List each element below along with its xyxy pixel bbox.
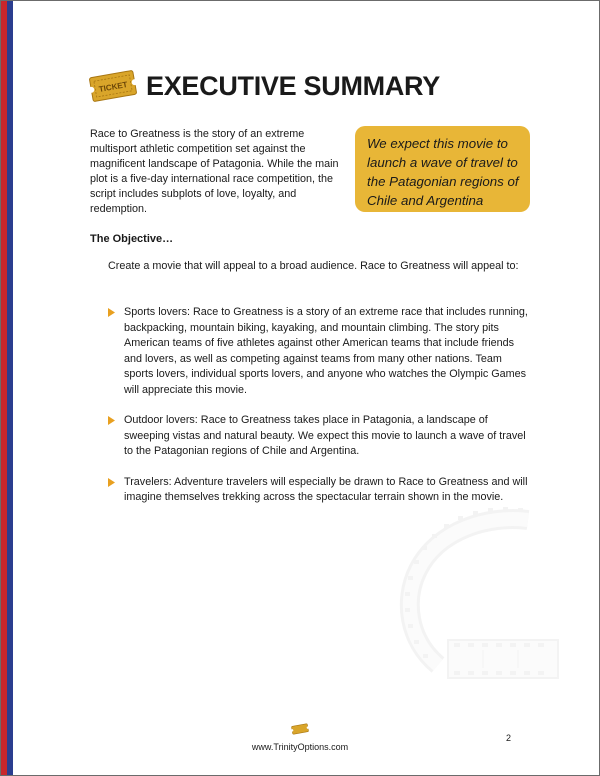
page-header: [88, 66, 440, 106]
page-title: EXECUTIVE SUMMARY: [146, 70, 440, 101]
ticket-icon: [88, 66, 138, 106]
bullet-text: Travelers: Adventure travelers will especially be drawn to Race to Greatness and will imagine themselves trekking across the spectacular terrain shown in the movie.: [124, 475, 528, 503]
left-blue-stripe: [7, 0, 13, 776]
bullet-arrow-icon: [108, 416, 115, 425]
ticket-icon-text: TICKET: [98, 80, 129, 94]
callout-box: [355, 126, 530, 212]
objective-heading: The Objective…: [90, 233, 174, 245]
objective-body: Create a movie that will appeal to a broad audience. Race to Greatness will appeal to:: [108, 260, 519, 272]
page-number: 2: [506, 733, 512, 743]
bullet-text: Sports lovers: Race to Greatness is a story of an extreme race that includes running, backpacking, mountain biking, kayaking, and mountain climbing. The story pits American teams of five athletes against other American teams that include friends and lovers, as well as competing against teams from many other nations. Team sports lovers, individual sports lovers, and anyone who watches the Olympic Games will appreciate this movie.: [124, 306, 528, 396]
objective-bullet-list: [108, 305, 528, 521]
bullet-item-sports-lovers: [108, 305, 528, 398]
bullet-arrow-icon: [108, 478, 115, 487]
bullet-text: Outdoor lovers: Race to Greatness takes place in Patagonia, a landscape of sweeping vistas and natural beauty. We expect this movie to launch a wave of travel to the Patagonian regions of Chile and Argentina.: [124, 414, 526, 457]
callout-text: We expect this movie to launch a wave of travel to the Patagonian regions of Chile and Argentina: [367, 136, 519, 208]
bullet-arrow-icon: [108, 308, 115, 317]
film-reel-watermark: [378, 500, 568, 685]
footer-ticket-icon: [291, 722, 309, 736]
footer-website-url: www.TrinityOptions.com: [251, 742, 349, 752]
left-red-stripe: [0, 0, 7, 776]
bullet-item-outdoor-lovers: [108, 413, 528, 460]
intro-paragraph: Race to Greatness is the story of an extreme multisport athletic competition set against the magnificent landscape of Patagonia. While the main plot is a five-day international race competition, the script includes subplots of love, loyalty, and redemption.: [90, 128, 339, 215]
